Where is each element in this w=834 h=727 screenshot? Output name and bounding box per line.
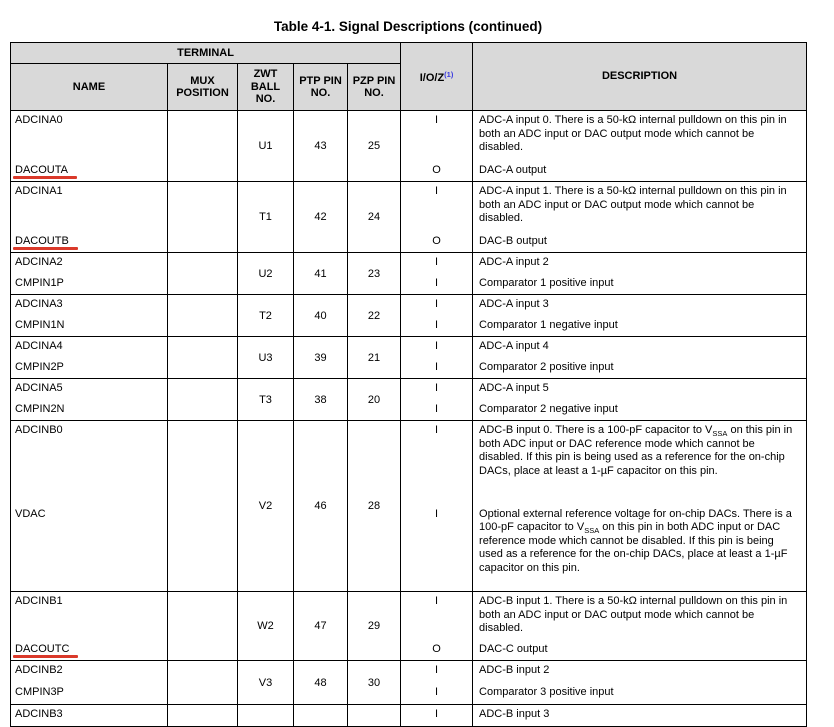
description-cell: Comparator 1 negative input [473, 316, 807, 337]
signal-name-cell [11, 316, 168, 337]
io-cell: I [401, 400, 473, 421]
ptp-pin-cell: 42 [294, 182, 348, 253]
zwt-ball-cell: T1 [238, 182, 294, 253]
ioz-label: I/O/Z [419, 71, 445, 84]
description-cell: Comparator 2 positive input [473, 358, 807, 379]
description-cell: ADC-B input 1. There is a 50-kΩ internal pulldown on this pin in both an ADC input or DAC output mode which cannot be disabled. [473, 592, 807, 640]
terminal-header: TERMINAL [11, 43, 401, 64]
io-cell: I [401, 705, 473, 727]
signal-name-cell [11, 182, 168, 232]
pzp-pin-cell: 24 [348, 182, 401, 253]
description-cell: ADC-B input 2 [473, 661, 807, 683]
description-header: DESCRIPTION [473, 43, 807, 111]
mux-position-cell [168, 182, 238, 253]
description-cell: Comparator 1 positive input [473, 274, 807, 295]
io-cell: I [401, 111, 473, 161]
signal-name-annotated: DACOUTB [15, 234, 69, 247]
pzp-pin-cell: 20 [348, 379, 401, 421]
mux-position-cell [168, 253, 238, 295]
ptp-pin-cell: 48 [294, 661, 348, 705]
signal-name: ADCINA2 [15, 256, 63, 268]
signal-name: CMPIN2P [15, 360, 64, 373]
ioz-footnote-ref: (1) [444, 69, 454, 79]
description-cell: ADC-A input 0. There is a 50-kΩ internal pulldown on this pin in both an ADC input or DAC output mode which cannot be disabled. [473, 111, 807, 161]
io-cell: I [401, 182, 473, 232]
zwt-ball-cell: W2 [238, 592, 294, 661]
signal-name-cell [11, 421, 168, 505]
io-cell: I [401, 274, 473, 295]
signal-name-cell [11, 705, 168, 727]
table-row [11, 592, 807, 640]
signal-name-cell [11, 337, 168, 358]
mux-position-cell [168, 661, 238, 705]
pzp-pin-cell: 22 [348, 295, 401, 337]
table-row [11, 505, 807, 592]
signal-name-cell [11, 640, 168, 661]
pzp-pin-cell: 23 [348, 253, 401, 295]
pzp-pin-cell: 28 [348, 421, 401, 592]
description-cell: DAC-B output [473, 232, 807, 253]
description-cell: ADC-A input 2 [473, 253, 807, 274]
ioz-header [401, 43, 473, 111]
ptp-pin-header: PTP PIN NO. [294, 64, 348, 111]
ptp-pin-cell: 46 [294, 421, 348, 592]
signal-name: ADCINA4 [15, 340, 63, 352]
table-row [11, 316, 807, 337]
zwt-ball-cell: V2 [238, 421, 294, 592]
table-row [11, 182, 807, 232]
signal-name: ADCINA3 [15, 298, 63, 310]
ptp-pin-cell: 38 [294, 379, 348, 421]
io-cell: I [401, 683, 473, 705]
table-row [11, 705, 807, 727]
mux-position-cell [168, 592, 238, 661]
mux-position-cell [168, 111, 238, 182]
signal-name-annotated: DACOUTA [15, 163, 68, 176]
zwt-ball-header: ZWT BALL NO. [238, 64, 294, 111]
signal-name-cell [11, 274, 168, 295]
io-cell: O [401, 640, 473, 661]
signal-name-cell [11, 683, 168, 705]
table-row [11, 400, 807, 421]
zwt-ball-cell: U3 [238, 337, 294, 379]
table-row [11, 421, 807, 505]
zwt-ball-cell: V3 [238, 661, 294, 705]
signal-name-annotated: DACOUTC [15, 642, 70, 655]
pzp-pin-cell: 25 [348, 111, 401, 182]
io-cell: I [401, 358, 473, 379]
io-cell: I [401, 379, 473, 400]
mux-position-cell [168, 337, 238, 379]
io-cell: I [401, 253, 473, 274]
description-cell: ADC-B input 3 [473, 705, 807, 727]
description-cell: DAC-A output [473, 161, 807, 182]
mux-position-cell [168, 705, 238, 727]
signal-name: ADCINB1 [15, 595, 63, 607]
signal-name: CMPIN1P [15, 276, 64, 289]
table-row [11, 161, 807, 182]
description-cell: Optional external reference voltage for on-chip DACs. There is a 100-pF capacitor to $V_{SSA}$ on this pin in both ADC input or DAC reference mode which cannot be disabled. If this pin is being used as a reference for the on-chip DACs, place at least a 1-µF capacitor on this pin. [473, 505, 807, 592]
io-cell: I [401, 337, 473, 358]
signal-name-cell [11, 592, 168, 640]
io-cell: I [401, 661, 473, 683]
description-cell: ADC-A input 4 [473, 337, 807, 358]
zwt-ball-cell: U2 [238, 253, 294, 295]
signal-name: ADCINB0 [15, 424, 63, 436]
description-cell: ADC-A input 1. There is a 50-kΩ internal pulldown on this pin in both an ADC input or DAC output mode which cannot be disabled. [473, 182, 807, 232]
io-cell: O [401, 161, 473, 182]
table-row [11, 379, 807, 400]
zwt-ball-cell: U1 [238, 111, 294, 182]
signal-name-cell [11, 161, 168, 182]
zwt-ball-cell: T2 [238, 295, 294, 337]
ptp-pin-cell [294, 705, 348, 727]
pzp-pin-cell [348, 705, 401, 727]
ptp-pin-cell: 41 [294, 253, 348, 295]
table-header [11, 43, 807, 111]
mux-position-cell [168, 421, 238, 592]
io-cell: O [401, 232, 473, 253]
description-cell: ADC-B input 0. There is a 100-pF capacitor to $V_{SSA}$ on this pin in both ADC input or DAC reference mode which cannot be disabled. If this pin is being used as a reference for the on-chip DACs, place at least a 1-µF capacitor on this pin. [473, 421, 807, 505]
signal-name-cell [11, 111, 168, 161]
signal-name: ADCINB3 [15, 708, 63, 720]
table-row [11, 337, 807, 358]
zwt-ball-cell [238, 705, 294, 727]
header-row-terminal [11, 43, 807, 64]
pzp-pin-header: PZP PIN NO. [348, 64, 401, 111]
io-cell: I [401, 592, 473, 640]
table-row [11, 253, 807, 274]
table-row [11, 358, 807, 379]
table-row [11, 295, 807, 316]
mux-position-cell [168, 295, 238, 337]
table-row [11, 111, 807, 161]
mux-position-cell [168, 379, 238, 421]
name-header: NAME [11, 64, 168, 111]
mux-position-header: MUX POSITION [168, 64, 238, 111]
description-cell: DAC-C output [473, 640, 807, 661]
signal-name: VDAC [15, 507, 46, 520]
signal-name: CMPIN2N [15, 402, 65, 415]
ptp-pin-cell: 40 [294, 295, 348, 337]
io-cell: I [401, 421, 473, 505]
signal-name-cell [11, 295, 168, 316]
description-cell: Comparator 2 negative input [473, 400, 807, 421]
ptp-pin-cell: 47 [294, 592, 348, 661]
table-row [11, 661, 807, 683]
signal-name: ADCINA0 [15, 114, 63, 126]
description-cell: ADC-A input 3 [473, 295, 807, 316]
signal-name: ADCINB2 [15, 664, 63, 676]
signal-name-cell [11, 661, 168, 683]
signal-name: CMPIN3P [15, 685, 64, 698]
ptp-pin-cell: 39 [294, 337, 348, 379]
signal-name: ADCINA1 [15, 185, 63, 197]
signal-name-cell [11, 379, 168, 400]
io-cell: I [401, 295, 473, 316]
signal-name: CMPIN1N [15, 318, 65, 331]
io-cell: I [401, 316, 473, 337]
signal-name-cell [11, 505, 168, 592]
pzp-pin-cell: 30 [348, 661, 401, 705]
signal-name-cell [11, 253, 168, 274]
ptp-pin-cell: 43 [294, 111, 348, 182]
table-row [11, 232, 807, 253]
table-title: Table 4-1. Signal Descriptions (continued) [273, 19, 543, 34]
table-row [11, 640, 807, 661]
signal-name-cell [11, 358, 168, 379]
table-row [11, 274, 807, 295]
pzp-pin-cell: 21 [348, 337, 401, 379]
io-cell: I [401, 505, 473, 592]
zwt-ball-cell: T3 [238, 379, 294, 421]
table-row [11, 683, 807, 705]
pzp-pin-cell: 29 [348, 592, 401, 661]
signal-name: ADCINA5 [15, 382, 63, 394]
signal-name-cell [11, 232, 168, 253]
description-cell: ADC-A input 5 [473, 379, 807, 400]
description-cell: Comparator 3 positive input [473, 683, 807, 705]
signal-name-cell [11, 400, 168, 421]
signal-descriptions-table [10, 42, 807, 727]
